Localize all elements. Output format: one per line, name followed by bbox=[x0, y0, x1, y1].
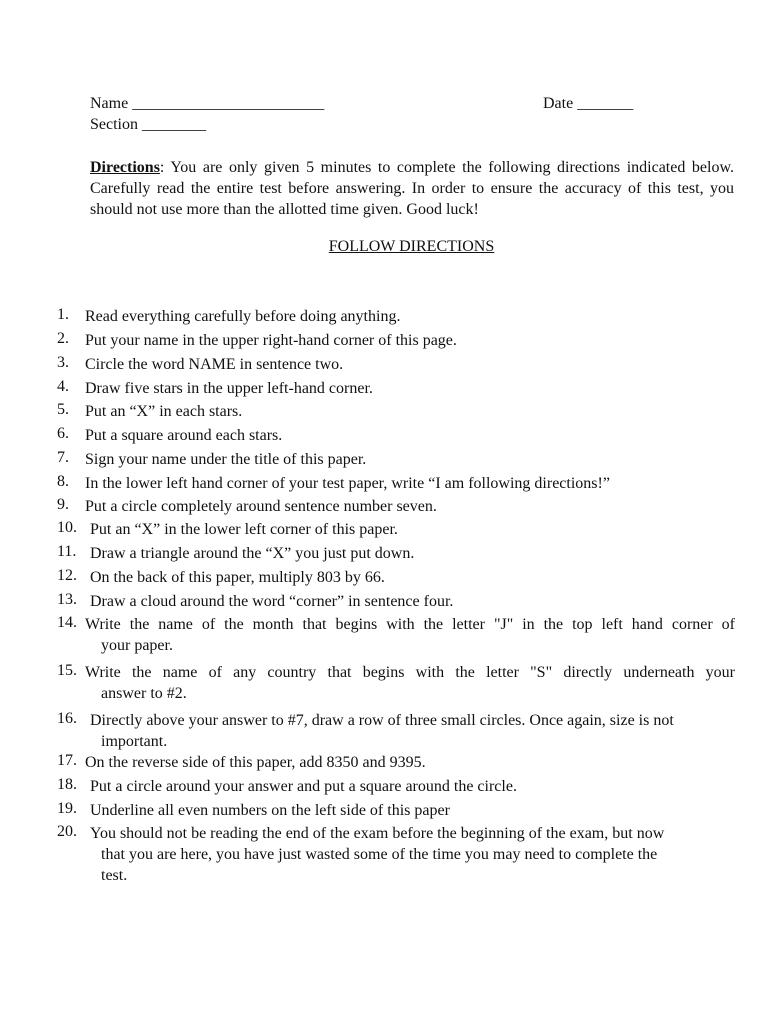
item-text: Put a circle completely around sentence number seven. bbox=[85, 498, 437, 515]
item-text: Draw a cloud around the word “corner” in sentence four. bbox=[90, 593, 454, 610]
item-number: 10. bbox=[57, 519, 77, 536]
item-text: Read everything carefully before doing anything. bbox=[85, 308, 401, 325]
item-text: Draw five stars in the upper left-hand corner. bbox=[85, 380, 373, 397]
directions-text: You are only given 5 minutes to complete the following directions indicated below. Carefully read the entire test before answering. In order to ensure the accuracy of this test, you should not use more than the allotted time given. Good luck! bbox=[90, 159, 734, 218]
item-number: 16. bbox=[57, 710, 77, 727]
item-text: Put a square around each stars. bbox=[85, 427, 283, 444]
item-number: 15. bbox=[57, 662, 77, 679]
item-text: Put an “X” in the lower left corner of this paper. bbox=[90, 521, 398, 538]
item-text: Draw a triangle around the “X” you just put down. bbox=[90, 545, 415, 562]
directions-paragraph bbox=[90, 157, 734, 220]
item-number: 11. bbox=[57, 543, 77, 560]
item-text-continuation: answer to #2. bbox=[101, 685, 187, 702]
item-text: Sign your name under the title of this paper. bbox=[85, 451, 367, 468]
item-number: 6. bbox=[57, 425, 69, 442]
item-text: Directly above your answer to #7, draw a row of three small circles. Once again, size is not bbox=[90, 712, 674, 729]
name-field-label: Name ________________________ bbox=[90, 95, 325, 112]
page-title: FOLLOW DIRECTIONS bbox=[328, 238, 495, 255]
item-text: Write the name of the month that begins with the letter "J" in the top left hand corner of bbox=[85, 616, 735, 633]
item-text-continuation: important. bbox=[101, 733, 168, 750]
item-number: 4. bbox=[57, 378, 69, 395]
item-number: 2. bbox=[57, 330, 69, 347]
section-field-label: Section ________ bbox=[90, 116, 206, 133]
date-field-label: Date _______ bbox=[543, 95, 634, 112]
item-number: 1. bbox=[57, 306, 69, 323]
item-text: Write the name of any country that begins with the letter "S" directly underneath your bbox=[85, 664, 735, 681]
item-text: Put an “X” in each stars. bbox=[85, 403, 243, 420]
item-number: 7. bbox=[57, 449, 69, 466]
item-number: 5. bbox=[57, 401, 69, 418]
item-number: 19. bbox=[57, 800, 77, 817]
item-number: 8. bbox=[57, 473, 69, 490]
item-text: You should not be reading the end of the exam before the beginning of the exam, but now bbox=[90, 825, 665, 842]
item-text: In the lower left hand corner of your test paper, write “I am following directions!” bbox=[85, 475, 610, 492]
item-number: 14. bbox=[57, 614, 77, 631]
item-number: 20. bbox=[57, 823, 77, 840]
item-text: On the reverse side of this paper, add 8350 and 9395. bbox=[85, 754, 426, 771]
item-number: 12. bbox=[57, 567, 77, 584]
directions-label: Directions bbox=[90, 159, 160, 176]
item-number: 9. bbox=[57, 496, 69, 513]
item-text: On the back of this paper, multiply 803 by 66. bbox=[90, 569, 385, 586]
item-number: 18. bbox=[57, 776, 77, 793]
item-number: 17. bbox=[57, 752, 77, 769]
directions-colon: : bbox=[159, 159, 165, 176]
item-number: 13. bbox=[57, 591, 77, 608]
item-text-continuation: your paper. bbox=[101, 637, 173, 654]
item-text: Put a circle around your answer and put a square around the circle. bbox=[90, 778, 517, 795]
item-text-continuation: that you are here, you have just wasted some of the time you may need to complete the bbox=[101, 846, 658, 863]
item-text: Underline all even numbers on the left side of this paper bbox=[90, 802, 450, 819]
item-number: 3. bbox=[57, 354, 69, 371]
item-text: Circle the word NAME in sentence two. bbox=[85, 356, 344, 373]
item-text-continuation: test. bbox=[101, 867, 128, 884]
item-text: Put your name in the upper right-hand corner of this page. bbox=[85, 332, 457, 349]
